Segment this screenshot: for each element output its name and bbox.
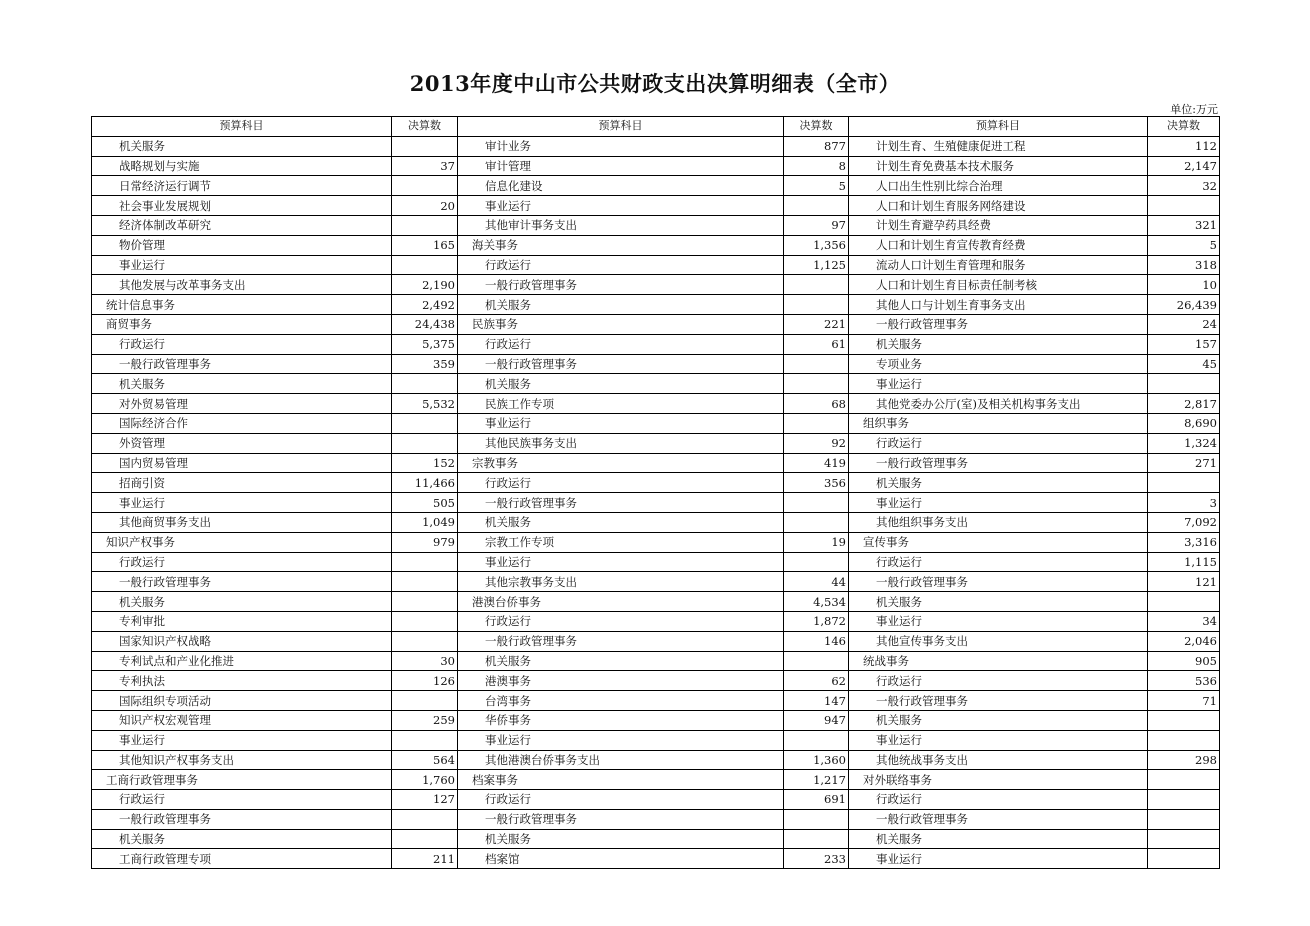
subject-cell: 一般行政管理事务 <box>458 354 784 374</box>
subject-cell: 行政运行 <box>92 790 392 810</box>
amount-cell: 8,690 <box>1148 413 1220 433</box>
amount-cell: 24 <box>1148 314 1220 334</box>
subject-cell: 工商行政管理事务 <box>92 770 392 790</box>
subject-cell: 事业运行 <box>458 413 784 433</box>
subject-cell: 国际组织专项活动 <box>92 691 392 711</box>
amount-cell: 61 <box>784 334 849 354</box>
table-row <box>92 750 1220 770</box>
amount-cell: 564 <box>392 750 458 770</box>
subject-cell: 行政运行 <box>92 552 392 572</box>
amount-cell <box>784 809 849 829</box>
table-row <box>92 136 1220 156</box>
subject-cell: 事业运行 <box>849 493 1148 513</box>
subject-cell: 华侨事务 <box>458 710 784 730</box>
amount-cell <box>784 354 849 374</box>
table-row <box>92 572 1220 592</box>
amount-cell: 165 <box>392 235 458 255</box>
amount-cell: 5,532 <box>392 394 458 414</box>
amount-cell: 505 <box>392 493 458 513</box>
table-row <box>92 473 1220 493</box>
subject-cell: 事业运行 <box>849 374 1148 394</box>
amount-cell: 5,375 <box>392 334 458 354</box>
subject-cell: 行政运行 <box>849 790 1148 810</box>
subject-cell: 一般行政管理事务 <box>849 453 1148 473</box>
amount-cell: 905 <box>1148 651 1220 671</box>
amount-cell: 121 <box>1148 572 1220 592</box>
subject-cell: 国家知识产权战略 <box>92 631 392 651</box>
amount-cell: 19 <box>784 532 849 552</box>
amount-cell <box>1148 710 1220 730</box>
subject-cell: 机关服务 <box>458 374 784 394</box>
subject-cell: 事业运行 <box>458 552 784 572</box>
header-amount-1: 决算数 <box>392 117 458 137</box>
table-row <box>92 156 1220 176</box>
subject-cell: 行政运行 <box>849 671 1148 691</box>
table-row <box>92 849 1220 869</box>
amount-cell <box>784 295 849 315</box>
amount-cell <box>784 651 849 671</box>
table-row <box>92 394 1220 414</box>
subject-cell: 行政运行 <box>458 790 784 810</box>
subject-cell: 统计信息事务 <box>92 295 392 315</box>
amount-cell <box>392 136 458 156</box>
amount-cell: 1,760 <box>392 770 458 790</box>
amount-cell: 30 <box>392 651 458 671</box>
subject-cell: 事业运行 <box>849 611 1148 631</box>
subject-cell: 一般行政管理事务 <box>458 631 784 651</box>
table-header-row <box>92 117 1220 137</box>
header-subject-1: 预算科目 <box>92 117 392 137</box>
amount-cell: 2,492 <box>392 295 458 315</box>
amount-cell <box>392 552 458 572</box>
amount-cell: 211 <box>392 849 458 869</box>
amount-cell <box>784 512 849 532</box>
subject-cell: 机关服务 <box>849 473 1148 493</box>
amount-cell <box>784 829 849 849</box>
amount-cell: 4,534 <box>784 592 849 612</box>
amount-cell <box>784 730 849 750</box>
subject-cell: 档案馆 <box>458 849 784 869</box>
amount-cell: 536 <box>1148 671 1220 691</box>
amount-cell: 5 <box>784 176 849 196</box>
expenditure-table <box>91 116 1220 869</box>
subject-cell: 一般行政管理事务 <box>92 354 392 374</box>
amount-cell <box>784 275 849 295</box>
subject-cell: 经济体制改革研究 <box>92 215 392 235</box>
subject-cell: 海关事务 <box>458 235 784 255</box>
amount-cell: 1,324 <box>1148 433 1220 453</box>
subject-cell: 机关服务 <box>92 592 392 612</box>
amount-cell: 68 <box>784 394 849 414</box>
table-row <box>92 334 1220 354</box>
subject-cell: 机关服务 <box>849 710 1148 730</box>
subject-cell: 其他党委办公厅(室)及相关机构事务支出 <box>849 394 1148 414</box>
amount-cell: 947 <box>784 710 849 730</box>
subject-cell: 人口出生性别比综合治理 <box>849 176 1148 196</box>
subject-cell: 宗教工作专项 <box>458 532 784 552</box>
subject-cell: 专利执法 <box>92 671 392 691</box>
table-row <box>92 493 1220 513</box>
table-row <box>92 651 1220 671</box>
amount-cell: 1,049 <box>392 512 458 532</box>
amount-cell: 32 <box>1148 176 1220 196</box>
subject-cell: 商贸事务 <box>92 314 392 334</box>
amount-cell <box>392 730 458 750</box>
subject-cell: 一般行政管理事务 <box>92 572 392 592</box>
amount-cell <box>392 809 458 829</box>
amount-cell: 3,316 <box>1148 532 1220 552</box>
amount-cell: 1,125 <box>784 255 849 275</box>
table-row <box>92 809 1220 829</box>
table-row <box>92 790 1220 810</box>
table-row <box>92 512 1220 532</box>
amount-cell: 1,115 <box>1148 552 1220 572</box>
subject-cell: 机关服务 <box>458 829 784 849</box>
amount-cell: 2,190 <box>392 275 458 295</box>
amount-cell: 97 <box>784 215 849 235</box>
amount-cell: 321 <box>1148 215 1220 235</box>
amount-cell: 2,046 <box>1148 631 1220 651</box>
amount-cell: 26,439 <box>1148 295 1220 315</box>
amount-cell: 233 <box>784 849 849 869</box>
amount-cell <box>784 493 849 513</box>
subject-cell: 行政运行 <box>458 473 784 493</box>
header-amount-3: 决算数 <box>1148 117 1220 137</box>
amount-cell: 126 <box>392 671 458 691</box>
subject-cell: 机关服务 <box>458 651 784 671</box>
header-subject-2: 预算科目 <box>458 117 784 137</box>
subject-cell: 其他审计事务支出 <box>458 215 784 235</box>
subject-cell: 信息化建设 <box>458 176 784 196</box>
table-row <box>92 196 1220 216</box>
subject-cell: 其他港澳台侨事务支出 <box>458 750 784 770</box>
amount-cell: 92 <box>784 433 849 453</box>
amount-cell: 259 <box>392 710 458 730</box>
page-title: 2013年度中山市公共财政支出决算明细表（全市） <box>409 71 901 96</box>
subject-cell: 一般行政管理事务 <box>458 809 784 829</box>
amount-cell: 3 <box>1148 493 1220 513</box>
amount-cell: 2,817 <box>1148 394 1220 414</box>
subject-cell: 行政运行 <box>92 334 392 354</box>
amount-cell <box>784 196 849 216</box>
amount-cell: 20 <box>392 196 458 216</box>
amount-cell: 356 <box>784 473 849 493</box>
subject-cell: 一般行政管理事务 <box>458 493 784 513</box>
amount-cell: 34 <box>1148 611 1220 631</box>
subject-cell: 行政运行 <box>849 433 1148 453</box>
subject-cell: 宣传事务 <box>849 532 1148 552</box>
table-row <box>92 730 1220 750</box>
subject-cell: 对外贸易管理 <box>92 394 392 414</box>
table-row <box>92 592 1220 612</box>
subject-cell: 档案事务 <box>458 770 784 790</box>
subject-cell: 计划生育、生殖健康促进工程 <box>849 136 1148 156</box>
amount-cell: 877 <box>784 136 849 156</box>
subject-cell: 宗教事务 <box>458 453 784 473</box>
amount-cell: 691 <box>784 790 849 810</box>
amount-cell: 45 <box>1148 354 1220 374</box>
subject-cell: 机关服务 <box>92 374 392 394</box>
amount-cell <box>392 691 458 711</box>
subject-cell: 人口和计划生育目标责任制考核 <box>849 275 1148 295</box>
subject-cell: 行政运行 <box>458 334 784 354</box>
subject-cell: 港澳台侨事务 <box>458 592 784 612</box>
subject-cell: 台湾事务 <box>458 691 784 711</box>
amount-cell <box>1148 196 1220 216</box>
subject-cell: 港澳事务 <box>458 671 784 691</box>
table-body <box>92 136 1220 868</box>
amount-cell <box>1148 809 1220 829</box>
subject-cell: 其他组织事务支出 <box>849 512 1148 532</box>
subject-cell: 计划生育免费基本技术服务 <box>849 156 1148 176</box>
amount-cell <box>392 592 458 612</box>
amount-cell: 127 <box>392 790 458 810</box>
amount-cell: 37 <box>392 156 458 176</box>
amount-cell <box>392 255 458 275</box>
header-amount-2: 决算数 <box>784 117 849 137</box>
subject-cell: 流动人口计划生育管理和服务 <box>849 255 1148 275</box>
amount-cell: 1,217 <box>784 770 849 790</box>
subject-cell: 事业运行 <box>849 730 1148 750</box>
subject-cell: 事业运行 <box>92 730 392 750</box>
amount-cell <box>1148 473 1220 493</box>
amount-cell <box>1148 374 1220 394</box>
amount-cell: 146 <box>784 631 849 651</box>
amount-cell: 5 <box>1148 235 1220 255</box>
table-row <box>92 433 1220 453</box>
subject-cell: 组织事务 <box>849 413 1148 433</box>
subject-cell: 计划生育避孕药具经费 <box>849 215 1148 235</box>
amount-cell <box>1148 730 1220 750</box>
subject-cell: 招商引资 <box>92 473 392 493</box>
subject-cell: 知识产权宏观管理 <box>92 710 392 730</box>
amount-cell: 419 <box>784 453 849 473</box>
table-row <box>92 671 1220 691</box>
subject-cell: 国际经济合作 <box>92 413 392 433</box>
table-row <box>92 295 1220 315</box>
table-row <box>92 829 1220 849</box>
subject-cell: 工商行政管理专项 <box>92 849 392 869</box>
amount-cell <box>392 413 458 433</box>
amount-cell: 152 <box>392 453 458 473</box>
subject-cell: 机关服务 <box>458 512 784 532</box>
subject-cell: 其他商贸事务支出 <box>92 512 392 532</box>
amount-cell: 318 <box>1148 255 1220 275</box>
header-subject-3: 预算科目 <box>849 117 1148 137</box>
subject-cell: 行政运行 <box>458 255 784 275</box>
subject-cell: 民族工作专项 <box>458 394 784 414</box>
amount-cell: 1,872 <box>784 611 849 631</box>
table-row <box>92 770 1220 790</box>
subject-cell: 物价管理 <box>92 235 392 255</box>
subject-cell: 专利审批 <box>92 611 392 631</box>
subject-cell: 其他宣传事务支出 <box>849 631 1148 651</box>
subject-cell: 专项业务 <box>849 354 1148 374</box>
subject-cell: 对外联络事务 <box>849 770 1148 790</box>
amount-cell: 7,092 <box>1148 512 1220 532</box>
subject-cell: 机关服务 <box>849 592 1148 612</box>
amount-cell: 298 <box>1148 750 1220 770</box>
amount-cell: 62 <box>784 671 849 691</box>
subject-cell: 其他民族事务支出 <box>458 433 784 453</box>
table-row <box>92 611 1220 631</box>
subject-cell: 其他发展与改革事务支出 <box>92 275 392 295</box>
amount-cell <box>392 572 458 592</box>
subject-cell: 行政运行 <box>458 611 784 631</box>
amount-cell: 359 <box>392 354 458 374</box>
subject-cell: 其他宗教事务支出 <box>458 572 784 592</box>
table-row <box>92 631 1220 651</box>
subject-cell: 其他人口与计划生育事务支出 <box>849 295 1148 315</box>
subject-cell: 事业运行 <box>458 730 784 750</box>
amount-cell: 44 <box>784 572 849 592</box>
subject-cell: 事业运行 <box>458 196 784 216</box>
amount-cell <box>392 374 458 394</box>
amount-cell <box>1148 849 1220 869</box>
amount-cell <box>392 631 458 651</box>
table-row <box>92 532 1220 552</box>
table-row <box>92 255 1220 275</box>
subject-cell: 事业运行 <box>92 255 392 275</box>
subject-cell: 国内贸易管理 <box>92 453 392 473</box>
subject-cell: 社会事业发展规划 <box>92 196 392 216</box>
subject-cell: 机关服务 <box>849 334 1148 354</box>
subject-cell: 统战事务 <box>849 651 1148 671</box>
amount-cell <box>1148 592 1220 612</box>
subject-cell: 事业运行 <box>849 849 1148 869</box>
amount-cell: 24,438 <box>392 314 458 334</box>
amount-cell: 1,360 <box>784 750 849 770</box>
amount-cell: 112 <box>1148 136 1220 156</box>
amount-cell <box>784 552 849 572</box>
table-row <box>92 176 1220 196</box>
subject-cell: 审计管理 <box>458 156 784 176</box>
subject-cell: 一般行政管理事务 <box>458 275 784 295</box>
amount-cell: 147 <box>784 691 849 711</box>
subject-cell: 人口和计划生育宣传教育经费 <box>849 235 1148 255</box>
subject-cell: 其他统战事务支出 <box>849 750 1148 770</box>
subject-cell: 专利试点和产业化推进 <box>92 651 392 671</box>
amount-cell <box>1148 790 1220 810</box>
subject-cell: 一般行政管理事务 <box>92 809 392 829</box>
amount-cell <box>392 176 458 196</box>
subject-cell: 一般行政管理事务 <box>849 314 1148 334</box>
amount-cell <box>784 374 849 394</box>
subject-cell: 机关服务 <box>458 295 784 315</box>
subject-cell: 事业运行 <box>92 493 392 513</box>
subject-cell: 外资管理 <box>92 433 392 453</box>
subject-cell: 其他知识产权事务支出 <box>92 750 392 770</box>
subject-cell: 民族事务 <box>458 314 784 334</box>
amount-cell <box>1148 829 1220 849</box>
amount-cell <box>392 611 458 631</box>
subject-cell: 机关服务 <box>92 136 392 156</box>
table-row <box>92 215 1220 235</box>
amount-cell: 8 <box>784 156 849 176</box>
subject-cell: 战略规划与实施 <box>92 156 392 176</box>
subject-cell: 机关服务 <box>849 829 1148 849</box>
amount-cell <box>392 829 458 849</box>
subject-cell: 审计业务 <box>458 136 784 156</box>
table-row <box>92 453 1220 473</box>
unit-label: 单位:万元 <box>1170 103 1218 116</box>
subject-cell: 行政运行 <box>849 552 1148 572</box>
table-row <box>92 374 1220 394</box>
table-row <box>92 710 1220 730</box>
subject-cell: 一般行政管理事务 <box>849 691 1148 711</box>
amount-cell: 2,147 <box>1148 156 1220 176</box>
table-row <box>92 235 1220 255</box>
subject-cell: 日常经济运行调节 <box>92 176 392 196</box>
amount-cell: 11,466 <box>392 473 458 493</box>
table-row <box>92 314 1220 334</box>
amount-cell <box>784 413 849 433</box>
table-row <box>92 691 1220 711</box>
subject-cell: 人口和计划生育服务网络建设 <box>849 196 1148 216</box>
subject-cell: 一般行政管理事务 <box>849 809 1148 829</box>
amount-cell: 157 <box>1148 334 1220 354</box>
subject-cell: 机关服务 <box>92 829 392 849</box>
amount-cell: 10 <box>1148 275 1220 295</box>
amount-cell: 71 <box>1148 691 1220 711</box>
amount-cell <box>392 433 458 453</box>
amount-cell <box>392 215 458 235</box>
table-row <box>92 275 1220 295</box>
amount-cell <box>1148 770 1220 790</box>
table-row <box>92 413 1220 433</box>
subject-cell: 一般行政管理事务 <box>849 572 1148 592</box>
table-row <box>92 552 1220 572</box>
subject-cell: 知识产权事务 <box>92 532 392 552</box>
amount-cell: 979 <box>392 532 458 552</box>
table-row <box>92 354 1220 374</box>
amount-cell: 1,356 <box>784 235 849 255</box>
amount-cell: 221 <box>784 314 849 334</box>
amount-cell: 271 <box>1148 453 1220 473</box>
